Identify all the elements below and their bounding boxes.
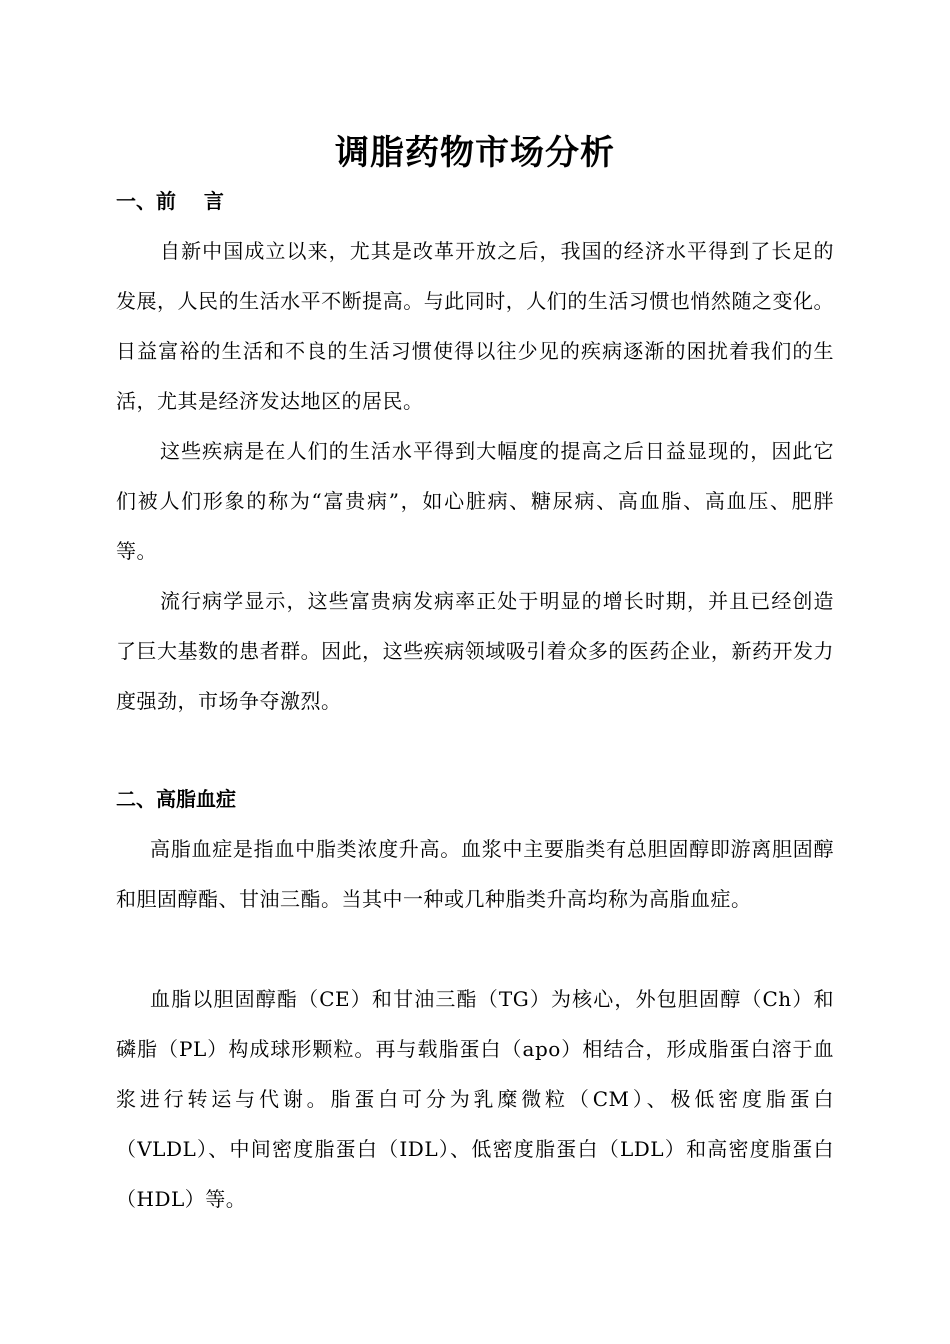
paragraph: 这些疾病是在人们的生活水平得到大幅度的提高之后日益显现的，因此它们被人们形象的称为“富贵病”，如心脏病、糖尿病、高血脂、高血压、肥胖等。: [116, 439, 834, 563]
paragraph: 自新中国成立以来，尤其是改革开放之后，我国的经济水平得到了长足的发展，人民的生活水平不断提高。与此同时，人们的生活习惯也悄然随之变化。日益富裕的生活和不良的生活习惯使得以往少见的疾病逐渐的困扰着我们的生活，尤其是经济发达地区的居民。: [116, 239, 834, 413]
section-heading-preface: 一、前 言: [116, 189, 224, 213]
section-heading-hyperlipidemia: 二、高脂血症: [116, 787, 236, 811]
paragraph: 高脂血症是指血中脂类浓度升高。血浆中主要脂类有总胆固醇即游离胆固醇和胆固醇酯、甘油三酯。当其中一种或几种脂类升高均称为高脂血症。: [116, 837, 834, 911]
paragraph: 流行病学显示，这些富贵病发病率正处于明显的增长时期，并且已经创造了巨大基数的患者群。因此，这些疾病领域吸引着众多的医药企业，新药开发力度强劲，市场争夺激烈。: [116, 589, 834, 713]
document-title: 调脂药物市场分析: [335, 133, 615, 173]
paragraph: 血脂以胆固醇酯（CE）和甘油三酯（TG）为核心，外包胆固醇（Ch）和磷脂（PL）构成球形颗粒。再与载脂蛋白（apo）相结合，形成脂蛋白溶于血浆进行转运与代谢。脂蛋白可分为乳糜微粒（CM）、极低密度脂蛋白（VLDL）、中间密度脂蛋白（IDL）、低密度脂蛋白（LDL）和高密度脂蛋白（HDL）等。: [116, 987, 834, 1211]
